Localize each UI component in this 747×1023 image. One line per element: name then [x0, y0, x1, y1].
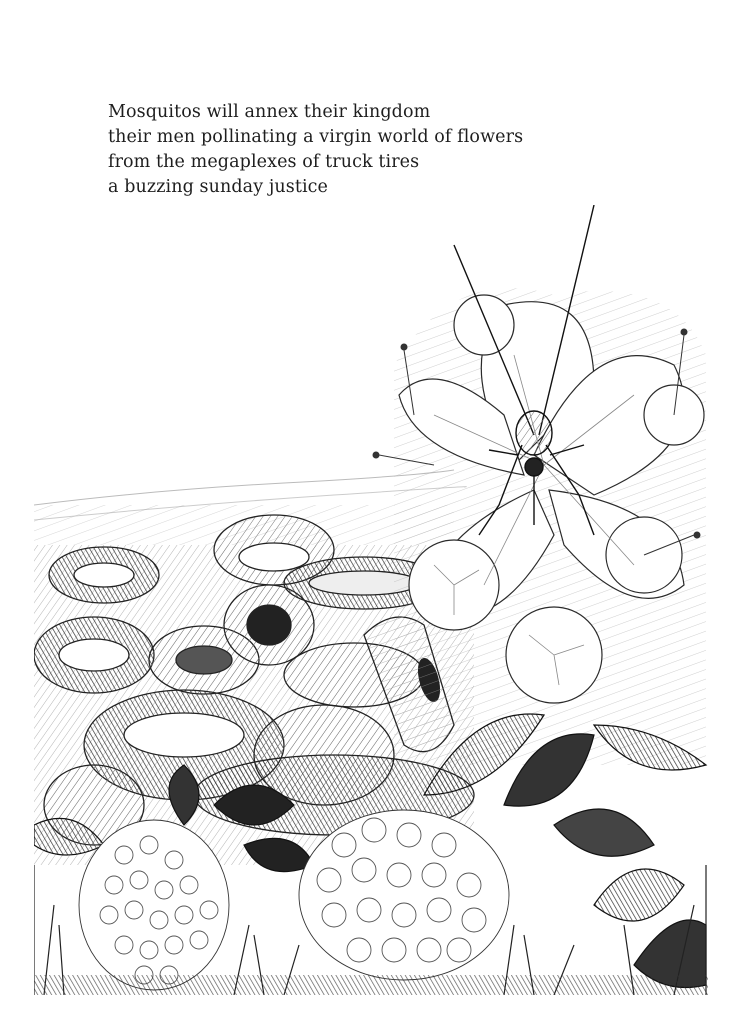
leaf — [554, 809, 654, 856]
flower-cluster-center — [299, 810, 509, 980]
illustration-svg — [34, 205, 708, 995]
mosquito-head — [525, 458, 543, 476]
flower-bush — [373, 288, 706, 765]
poem-text — [108, 100, 523, 200]
leaf — [594, 869, 684, 921]
pencil-illustration — [34, 205, 708, 995]
poem-line: from the megaplexes of truck tires — [108, 152, 420, 172]
poem-line: Mosquitos will annex their kingdom — [108, 102, 431, 122]
flower — [454, 295, 514, 355]
flower-cluster-left — [79, 820, 229, 990]
poem-line: a buzzing sunday justice — [108, 177, 329, 197]
poem-line: their men pollinating a virgin world of flowers — [108, 127, 524, 147]
